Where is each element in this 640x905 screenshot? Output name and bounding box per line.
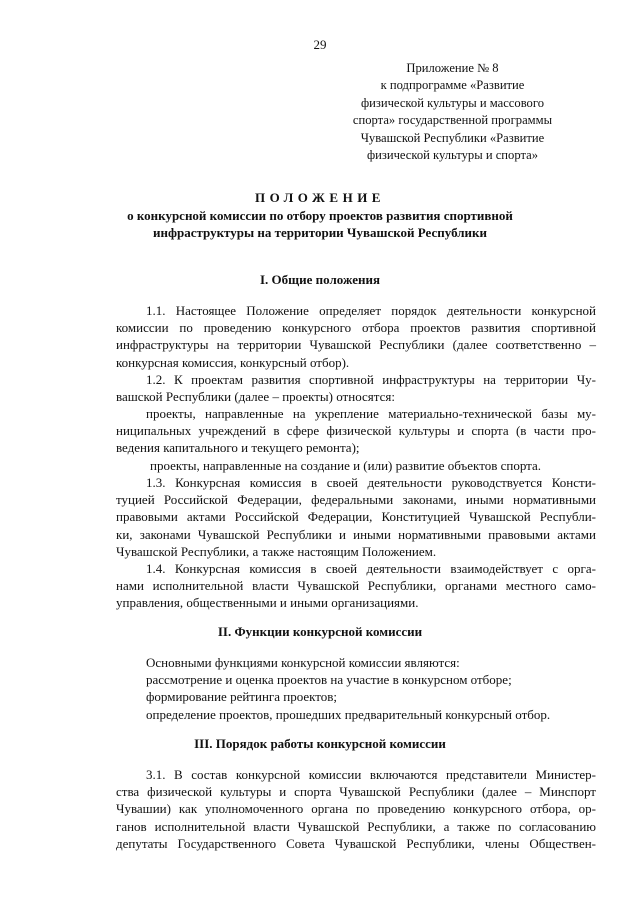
text-line: нами исполнительной власти Чувашской Республики, органами местного само- [116, 578, 596, 594]
list-item: рассмотрение и оценка проектов на участие в конкурсном отборе; [146, 672, 512, 688]
appendix-line: к подпрограмме «Развитие [380, 78, 525, 93]
appendix-line: физической культуры и массового [360, 95, 545, 110]
text-line: проекты, направленные на укрепление материально-технической базы му- [146, 406, 596, 421]
paragraph-1-2 [116, 371, 596, 405]
paragraph-3-1 [116, 766, 596, 852]
text-line: Чувашии) как уполномоченного органа по проведению конкурсного отбора, ор- [116, 801, 596, 817]
subtitle-line: о конкурсной комиссии по отбору проектов развития спортивной [127, 208, 513, 223]
appendix-line: спорта» государственной программы [352, 113, 553, 128]
text-line: 1.4. Конкурсная комиссия в своей деятельности взаимодействует с орга- [146, 561, 596, 576]
section-heading-functions: II. Функции конкурсной комиссии [217, 624, 423, 639]
text-line: инфраструктуры на территории Чувашской Республики (далее соответственно – [116, 337, 596, 353]
text-line: ниципальных учреждений в сфере физической культуры и спорта (в части про- [116, 423, 596, 439]
text-line: вашской Республики (далее – проекты) относятся: [116, 389, 395, 405]
page-number: 29 [313, 37, 327, 52]
functions-list [116, 654, 596, 723]
text-line: комиссии по проведению конкурсного отбора проектов развития спортивной [116, 320, 596, 336]
text-line: Чувашской Республики, а также настоящим Положением. [116, 543, 437, 559]
appendix-line: Приложение № 8 [406, 61, 499, 75]
list-item: определение проектов, прошедших предварительный конкурсный отбор. [146, 706, 551, 722]
text-line: ки, законами Чувашской Республики и иными нормативными правовыми актами [116, 526, 596, 542]
text-line: 1.1. Настоящее Положение определяет порядок деятельности конкурсной [146, 303, 596, 318]
paragraph-projects-objects [116, 457, 596, 474]
appendix-line: физической культуры и спорта» [366, 148, 539, 163]
text-line: Основными функциями конкурсной комиссии являются: [146, 655, 460, 670]
text-line: конкурсная комиссия, конкурсный отбор). [116, 354, 350, 370]
text-line: управления, общественными и иными организациями. [116, 595, 419, 611]
text-line: правовыми актами Российской Федерации, Конституцией Чувашской Республи- [116, 509, 596, 525]
text-line: ганов исполнительной власти Чувашской Республики, а также по согласованию [116, 818, 596, 834]
subtitle-line: инфраструктуры на территории Чувашской Республики [152, 225, 488, 241]
appendix-block [330, 60, 575, 164]
document-title: ПОЛОЖЕНИЕ [255, 190, 385, 205]
paragraph-projects-base [116, 405, 596, 457]
text-line: депутаты Государственного Совета Чувашской Республики, члены Обществен- [116, 835, 596, 851]
text-line: ства физической культуры и спорта Чувашской Республики (далее – Минспорт [116, 784, 596, 800]
text-line: туцией Российской Федерации, федеральными законами, иными нормативными [116, 492, 596, 508]
section-heading-procedure: III. Порядок работы конкурсной комиссии [194, 736, 446, 751]
text-line: 1.3. Конкурсная комиссия в своей деятельности руководствуется Консти- [146, 475, 596, 490]
text-line: ведения капитального и текущего ремонта); [116, 440, 360, 456]
paragraph-1-4 [116, 560, 596, 612]
paragraph-1-1 [116, 302, 596, 371]
appendix-line: Чувашской Республики «Развитие [360, 130, 545, 145]
document-subtitle [0, 207, 640, 241]
paragraph-1-3 [116, 474, 596, 560]
text-line: 1.2. К проектам развития спортивной инфраструктуры на территории Чу- [146, 372, 596, 387]
text-line: 3.1. В состав конкурсной комиссии включаются представители Министер- [146, 767, 596, 782]
list-item: формирование рейтинга проектов; [146, 689, 338, 705]
text-line: проекты, направленные на создание и (или) развитие объектов спорта. [150, 458, 542, 473]
section-heading-general: I. Общие положения [260, 272, 380, 287]
